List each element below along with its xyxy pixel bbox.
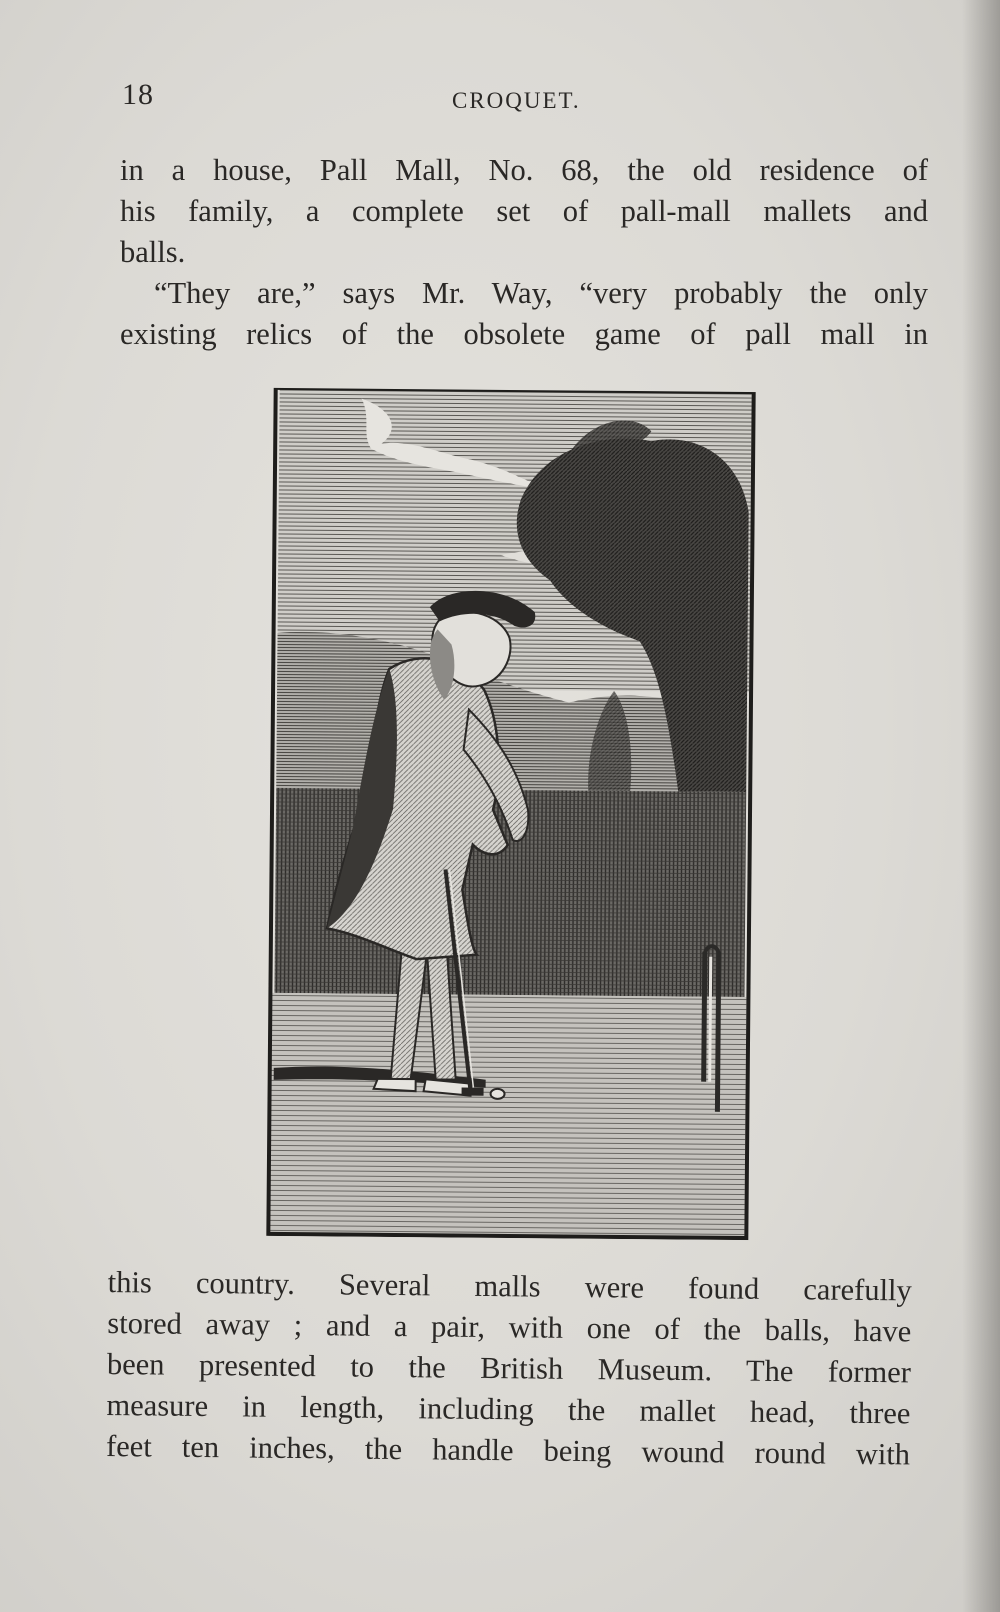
bottom-text-block (106, 1262, 912, 1475)
text-line: existing relics of the obsolete game of pall mall in (120, 317, 928, 351)
top-text-block (120, 150, 928, 355)
text-line: this country. Several malls were found carefully (107, 1264, 912, 1308)
text-line: balls. (120, 235, 186, 269)
text-line: been presented to the British Museum. The former (106, 1346, 912, 1390)
paragraph-continued (120, 150, 928, 273)
text-line: stored away ; and a pair, with one of the balls, have (107, 1305, 912, 1349)
text-line: “They are,” says Mr. Way, “very probably the only (154, 276, 928, 310)
paragraph-quote (120, 273, 928, 355)
text-line: in a house, Pall Mall, No. 68, the old residence of (120, 153, 928, 187)
text-line: measure in length, including the mallet head, three (106, 1387, 911, 1431)
text-line: feet ten inches, the handle being wound round with (105, 1428, 911, 1472)
text-line: his family, a complete set of pall-mall mallets and (120, 194, 928, 228)
engraving-illustration (264, 388, 761, 1240)
page-edge-shadow (962, 0, 1000, 1612)
paragraph-continued-2 (106, 1262, 912, 1475)
running-title: CROQUET. (452, 88, 581, 113)
page-number: 18 (122, 78, 154, 111)
